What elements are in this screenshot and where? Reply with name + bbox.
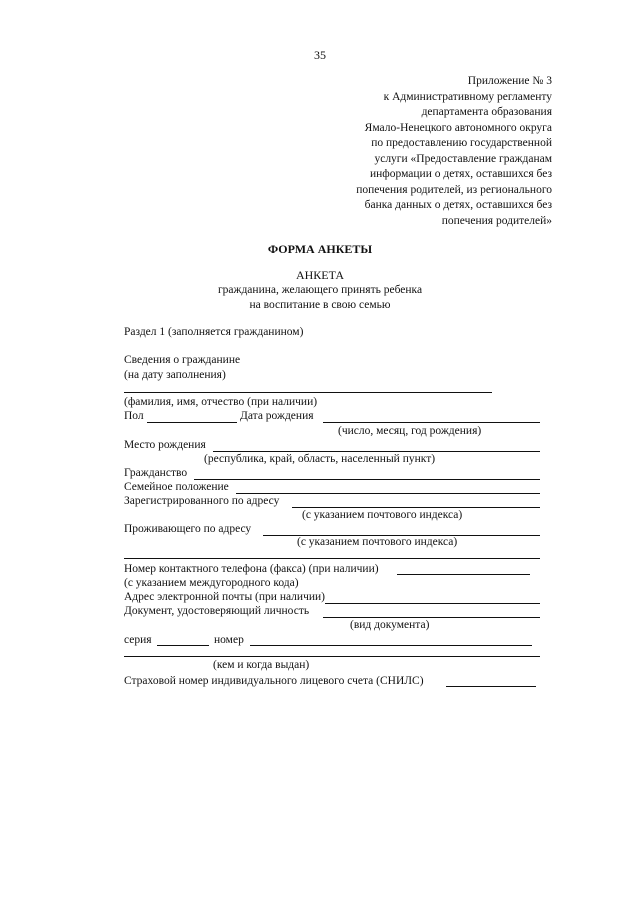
anketa-subtitle: на воспитание в свою семью — [249, 299, 391, 311]
appendix-line: попечения родителей, из регионального — [356, 183, 552, 196]
anketa-subtitle: гражданина, желающего принять ребенка — [217, 284, 423, 296]
snils-label: Страховой номер индивидуального лицевого счета (СНИЛС) — [124, 675, 424, 687]
birth-date-hint: (число, месяц, год рождения) — [338, 425, 482, 437]
fio-line[interactable] — [124, 392, 492, 393]
info-heading-note: (на дату заполнения) — [124, 369, 226, 381]
appendix-line: Приложение № 3 — [467, 75, 552, 87]
appendix-line: попечения родителей» — [441, 214, 552, 227]
appendix-line: банка данных о детях, оставшихся без — [364, 199, 552, 211]
number-line[interactable] — [250, 645, 532, 646]
address-continuation-line[interactable] — [124, 558, 540, 559]
phone-label: Номер контактного телефона (факса) (при наличии) — [124, 563, 379, 575]
birth-place-line[interactable] — [213, 451, 540, 452]
birth-date-line[interactable] — [323, 422, 540, 423]
appendix-line: услуги «Предоставление гражданам — [374, 152, 552, 165]
living-address-label: Проживающего по адресу — [124, 523, 252, 535]
id-document-line[interactable] — [323, 617, 540, 618]
email-label: Адрес электронной почты (при наличии) — [124, 591, 325, 603]
id-document-label: Документ, удостоверяющий личность — [124, 605, 310, 617]
appendix-line: к Административному регламенту — [383, 90, 552, 103]
snils-line[interactable] — [446, 686, 536, 687]
phone-line[interactable] — [397, 574, 530, 575]
family-status-label: Семейное положение — [124, 481, 229, 493]
series-line[interactable] — [157, 645, 209, 646]
appendix-line: по предоставлению государственной — [371, 137, 552, 149]
birth-place-label: Место рождения — [124, 439, 206, 451]
living-address-hint: (с указанием почтового индекса) — [297, 536, 458, 548]
issued-by-line[interactable] — [124, 656, 540, 657]
registered-address-hint: (с указанием почтового индекса) — [302, 509, 463, 521]
issued-by-hint: (кем и когда выдан) — [213, 659, 310, 671]
citizenship-label: Гражданство — [124, 467, 188, 479]
citizenship-line[interactable] — [194, 479, 540, 480]
birth-date-label: Дата рождения — [240, 410, 314, 422]
page-number: 35 — [314, 48, 326, 62]
appendix-line: информации о детях, оставшихся без — [370, 168, 552, 180]
form-title: ФОРМА АНКЕТЫ — [267, 242, 373, 256]
appendix-line: Ямало-Ненецкого автономного округа — [364, 121, 552, 134]
section-heading: Раздел 1 (заполняется гражданином) — [124, 326, 304, 338]
appendix-line: департамента образования — [421, 106, 552, 118]
info-heading: Сведения о гражданине — [124, 354, 241, 366]
registered-address-label: Зарегистрированного по адресу — [124, 495, 280, 507]
family-status-line[interactable] — [236, 493, 540, 494]
series-label: серия — [124, 634, 152, 646]
appendix-header — [252, 74, 552, 229]
sex-line[interactable] — [147, 422, 237, 423]
id-document-hint: (вид документа) — [350, 619, 430, 631]
anketa-title: АНКЕТА — [295, 268, 345, 282]
sex-label: Пол — [124, 410, 144, 422]
email-line[interactable] — [325, 603, 540, 604]
phone-hint: (с указанием междугородного кода) — [124, 577, 299, 589]
registered-address-line[interactable] — [292, 507, 540, 508]
number-label: номер — [214, 634, 244, 646]
fio-hint: (фамилия, имя, отчество (при наличии) — [124, 396, 318, 408]
birth-place-hint: (республика, край, область, населенный пункт) — [204, 453, 436, 465]
